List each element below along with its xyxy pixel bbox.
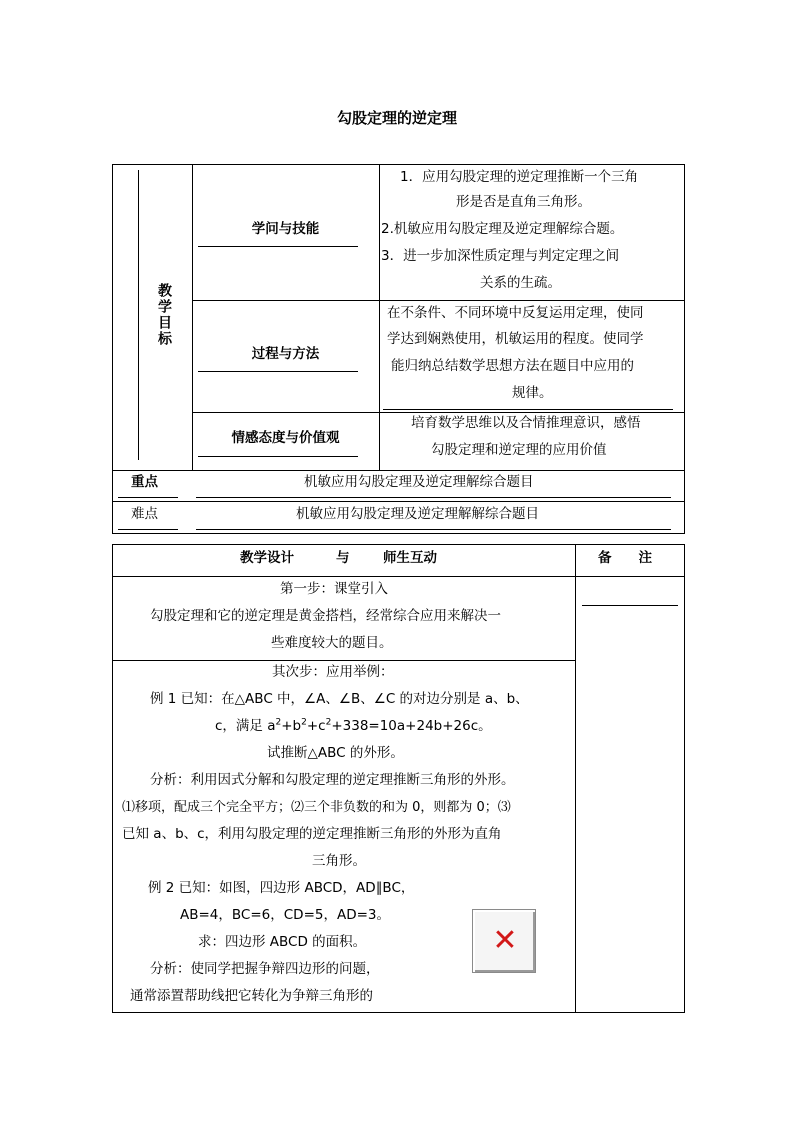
analysis1-line-2: ⑴移项，配成三个完全平方；⑵三个非负数的和为 0，则都为 0；⑶ [122, 800, 511, 815]
analysis1-line-3: 已知 a、b、c，利用勾股定理的逆定理推断三角形的外形为直角 [122, 826, 502, 842]
example2-line-3: 求：四边形 ABCD 的面积。 [198, 934, 367, 950]
emotion-line-1: 培育数学思维以及合情推理意识，感悟 [411, 415, 641, 431]
example2-line-1: 例 2 已知：如图，四边形 ABCD，AD∥BC， [148, 880, 415, 896]
knowledge-label: 学问与技能 [251, 221, 320, 237]
knowledge-line-5: 关系的生疏。 [480, 275, 561, 291]
step1-heading: 第一步：课堂引入 [280, 581, 388, 597]
step1-line-2: 些难度较大的题目。 [271, 635, 393, 651]
analysis1-line-4: 三角形。 [312, 853, 366, 869]
example1-line-3: 试推断△ABC 的外形。 [267, 745, 404, 761]
design-header-col2: 与 [336, 550, 350, 566]
step2-heading: 其次步：应用举例： [272, 664, 394, 680]
design-header-notes: 备 注 [598, 550, 652, 566]
design-header-col3: 师生互动 [383, 550, 437, 566]
example1-line-1: 例 1 已知：在△ABC 中，∠A、∠B、∠C 的对边分别是 a、b、 [150, 691, 529, 707]
difficulty-text: 机敏应用勾股定理及逆定理解解综合题目 [296, 506, 539, 522]
broken-image-placeholder [472, 909, 536, 973]
key-point-label: 重点 [131, 474, 158, 490]
example2-line-4: 分析：使同学把握争辩四边形的问题， [150, 961, 380, 977]
process-line-4: 规律。 [512, 385, 553, 401]
process-label: 过程与方法 [251, 346, 320, 362]
process-line-2: 学达到娴熟使用，机敏运用的程度。使同学 [387, 331, 644, 347]
process-line-1: 在不条件、不同环境中反复运用定理，使同 [387, 305, 644, 321]
design-header-col1: 教学设计 [240, 550, 294, 566]
emotion-line-2: 勾股定理和逆定理的应用价值 [431, 442, 607, 458]
example2-line-5: 通常添置帮助线把它转化为争辩三角形的 [130, 988, 373, 1004]
analysis1-line-1: 分析：利用因式分解和勾股定理的逆定理推断三角形的外形。 [150, 772, 515, 788]
example1-line-2: c，满足 $a^2+b^2+c^2+338=10a+24b+26c$。 [215, 717, 492, 734]
key-point-text: 机敏应用勾股定理及逆定理解综合题目 [304, 474, 534, 490]
example2-line-2: AB=4，BC=6，CD=5，AD=3。 [180, 907, 391, 923]
knowledge-line-2: 形是否是直角三角形。 [456, 194, 591, 210]
difficulty-label: 难点 [131, 506, 158, 522]
page-title: 勾股定理的逆定理 [336, 109, 457, 127]
objectives-category: 教学目标 [156, 283, 172, 347]
step1-line-1: 勾股定理和它的逆定理是黄金搭档，经常综合应用来解决一 [150, 608, 501, 624]
emotion-label: 情感态度与价值观 [231, 430, 340, 446]
knowledge-line-1: 1．应用勾股定理的逆定理推断一个三角 [400, 169, 639, 185]
process-line-3: 能归纳总结数学思想方法在题目中应用的 [391, 358, 634, 374]
knowledge-line-3: 2.机敏应用勾股定理及逆定理解综合题。 [381, 221, 624, 237]
broken-image-icon: ✕ [492, 923, 518, 958]
knowledge-line-4: 3．进一步加深性质定理与判定定理之间 [381, 248, 620, 264]
